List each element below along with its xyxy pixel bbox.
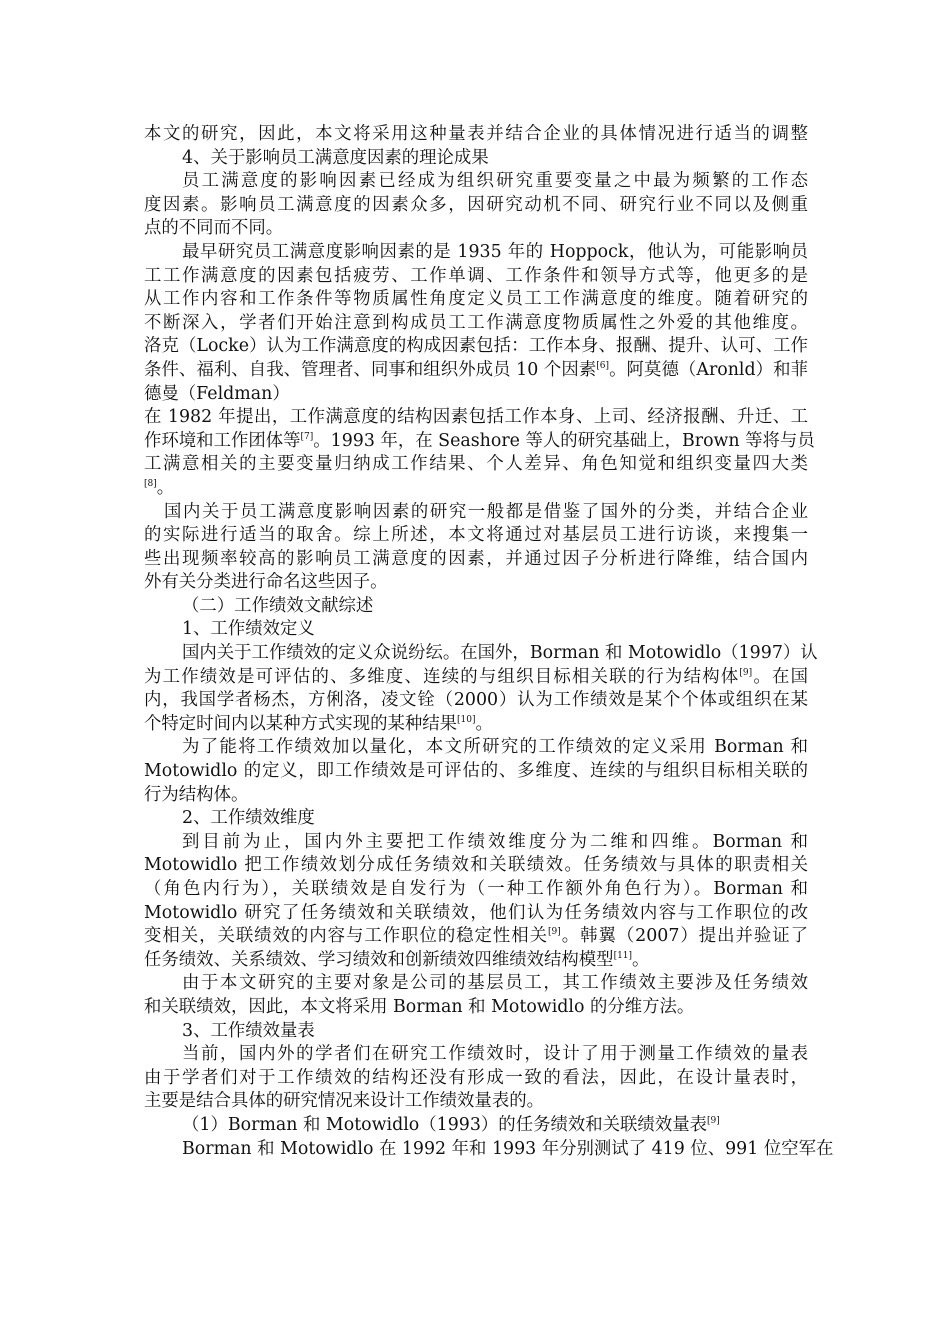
paragraph-text: 。 [632,949,650,970]
paragraph-line: （角色内行为），关联绩效是自发行为（一种工作额外角色行为）。Borman 和 [144,879,808,899]
paragraph-line [144,477,808,501]
paragraph-line: Motowidlo 的定义，即工作绩效是可评估的、多维度、连续的与组织目标相关联的 [144,761,808,782]
citation-ref: [7] [300,431,314,442]
citation-ref: [9] [548,927,561,938]
paragraph-line: Motowidlo 把工作绩效划分成任务绩效和关联绩效。任务绩效与具体的职责相关 [144,855,808,876]
paragraph-line: 国内关于员工满意度影响因素的研究一般都是借鉴了国外的分类，并结合企业 [164,501,808,522]
citation-ref: [6] [596,360,610,371]
paragraph-line: 到目前为止，国内外主要把工作绩效维度分为二维和四维。Borman 和 [182,831,808,852]
paragraph-line: 些出现频率较高的影响员工满意度的因素，并通过因子分析进行降维，结合国内 [144,548,808,569]
paragraph-line: 的实际进行适当的取舍。综上所述，本文将通过对基层员工进行访谈，来搜集一 [144,525,808,546]
section-heading: 3、工作绩效量表 [182,1020,315,1041]
paragraph-line: 当前，国内外的学者们在研究工作绩效时，设计了用于测量工作绩效的量表 [182,1044,808,1065]
paragraph-line [144,925,808,949]
section-heading: 1、工作绩效定义 [182,619,315,640]
paragraph-text: 变相关，关联绩效的内容与工作职位的稳定性相关 [144,926,548,947]
paragraph-text: 。韩翼（2007）提出并验证了 [560,926,808,947]
paragraph-text: 。阿莫德（Aronld）和菲 [609,359,808,380]
paragraph-text: 为工作绩效是可评估的、多维度、连续的与组织目标相关联的行为结构体 [144,666,740,687]
paragraph-line: 工满意相关的主要变量归纳成工作结果、个人差异、角色知觉和组织变量四大类 [144,454,808,475]
paragraph-text: 。 [156,477,175,498]
paragraph-line: Motowidlo 研究了任务绩效和关联绩效，他们认为任务绩效内容与工作职位的改 [144,902,808,923]
paragraph-line: 由于本文研究的主要对象是公司的基层员工，其工作绩效主要涉及任务绩效 [182,973,808,994]
paragraph-text: 任务绩效、关系绩效、学习绩效和创新绩效四维绩效结构模型 [144,949,614,970]
citation-ref: [9] [739,667,753,678]
paragraph-line: 行为结构体。 [144,784,249,805]
body-text [144,123,834,1161]
paragraph-text: 作环境和工作团体等 [144,430,301,451]
paragraph-line: 工工作满意度的因素包括疲劳、工作单调、工作条件和领导方式等，他更多的是 [144,265,808,286]
paragraph-text: 条件、福利、自我、管理者、同事和组织外成员 10 个因素 [144,359,597,380]
paragraph-line [144,430,815,454]
paragraph-line: 外有关分类进行命名这些因子。 [144,572,388,593]
paragraph-text: 个特定时间内以某种方式实现的某种结果 [144,713,458,734]
paragraph-line: 德曼（Feldman） [144,383,290,404]
paragraph-line: 员工满意度的影响因素已经成为组织研究重要变量之中最为频繁的工作态 [182,171,808,192]
paragraph-text: 。1993 年，在 Seashore 等人的研究基础上，Brown 等将与员 [313,430,815,451]
paragraph-line: 在 1982 年提出，工作满意度的结构因素包括工作本身、上司、经济报酬、升迁、工 [144,407,808,428]
paragraph-line: 为了能将工作绩效加以量化，本文所研究的工作绩效的定义采用 Borman 和 [182,737,808,758]
citation-ref: [9] [707,1115,720,1126]
paragraph-line: 点的不同而不同。 [144,218,284,239]
section-heading: 2、工作绩效维度 [182,808,315,829]
citation-ref: [11] [613,950,633,961]
citation-ref: [10] [457,714,476,725]
paragraph-line: 最早研究员工满意度影响因素的是 1935 年的 Hoppock，他认为，可能影响员 [182,241,808,262]
paragraph-line: 内，我国学者杨杰，方俐洛，凌文铨（2000）认为工作绩效是某个个体或组织在某 [144,690,808,711]
paragraph-line: 本文的研究，因此，本文将采用这种量表并结合企业的具体情况进行适当的调整 [144,124,808,144]
paragraph-line: 洛克（Locke）认为工作满意度的构成因素包括：工作本身、报酬、提升、认可、工作 [144,336,808,357]
section-heading: 4、关于影响员工满意度因素的理论成果 [182,147,489,168]
citation-ref: [8] [144,478,157,489]
paragraph-line: 主要是结合具体的研究情况来设计工作绩效量表的。 [144,1091,544,1112]
paragraph-text: 。 [475,713,493,734]
heading-text: （1）Borman 和 Motowidlo（1993）的任务绩效和关联绩效量表 [182,1114,707,1135]
paragraph-line [144,666,808,690]
paragraph-line: 国内关于工作绩效的定义众说纷纭。在国外，Borman 和 Motowidlo（1997）认 [182,643,818,664]
paragraph-line: 和关联绩效，因此，本文将采用 Borman 和 Motowidlo 的分维方法。 [144,996,695,1017]
section-heading: （二）工作绩效文献综述 [182,595,374,616]
paragraph-line: 从工作内容和工作条件等物质属性角度定义员工工作满意度的维度。随着研究的 [144,289,808,310]
paragraph-line [144,359,808,383]
paragraph-line: 由于学者们对于工作绩效的结构还没有形成一致的看法，因此，在设计量表时， [144,1067,808,1088]
paragraph-line [144,713,808,737]
paragraph-line: 度因素。影响员工满意度的因素众多，因研究动机不同、研究行业不同以及侧重 [144,194,808,215]
paragraph-line: 不断深入，学者们开始注意到构成员工工作满意度物质属性之外爱的其他维度。 [144,312,808,333]
paragraph-line: Borman 和 Motowidlo 在 1992 年和 1993 年分别测试了 419 位、991 位空军在 [182,1138,834,1159]
paragraph-text: 。在国 [752,666,808,687]
subsection-heading [144,1114,808,1138]
paragraph-line [144,949,808,973]
